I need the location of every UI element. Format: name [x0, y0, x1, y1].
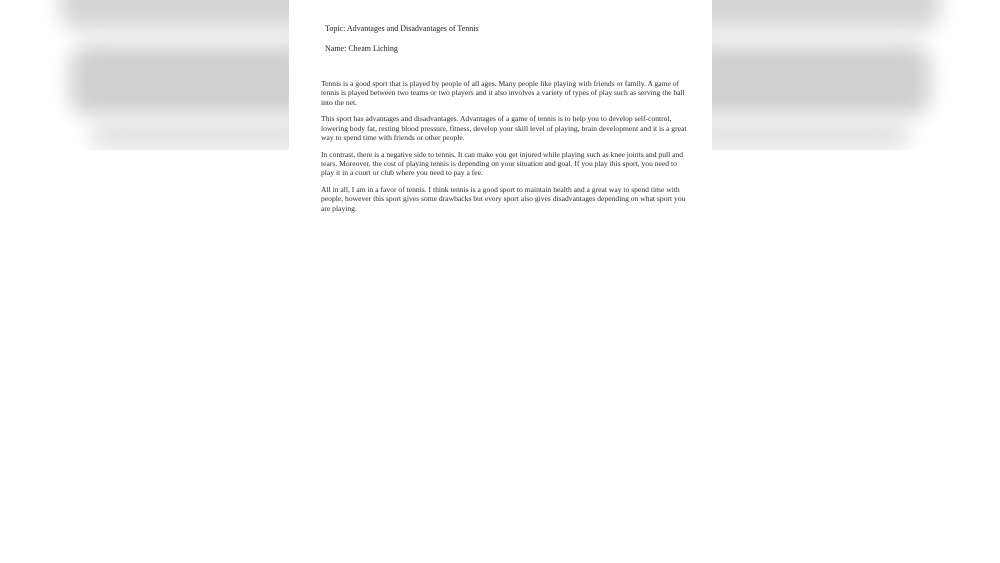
name-line: Name: Cheam Liching [325, 44, 398, 53]
paragraph-conclusion: All in all, I am in a favor of tennis. I think tennis is a good sport to maintain health and a great way to spend time with people, however this sport gives some drawbacks but every sport also gives disadvantages depending on what sport you are playing. [321, 185, 686, 213]
background-blur-band [60, 0, 320, 30]
essay-body [321, 79, 689, 221]
background-blur-band [90, 120, 320, 150]
background-blur-band [70, 45, 320, 115]
background-blur-band [680, 120, 910, 150]
document-page [289, 0, 712, 563]
background-blur-band [680, 45, 930, 115]
background-blur-band [680, 0, 940, 30]
topic-line: Topic: Advantages and Disadvantages of Tennis [325, 24, 479, 33]
paragraph-advantages: This sport has advantages and disadvantages. Advantages of a game of tennis is to help you to develop self-control, lowering body fat, resting blood pressure, fitness, develop your skill level of playing, brain development and it is a great way to spend time with friends or other people. [321, 114, 687, 142]
paragraph-disadvantages: In contrast, there is a negative side to tennis. It can make you get injured while playing such as knee joints and pull and tears. Moreover, the cost of playing tennis is depending on your situation and goal. If you play this sport, you need to play it in a court or club where you need to pay a fee. [321, 149, 684, 178]
paragraph-introduction: Tennis is a good sport that is played by people of all ages. Many people like playing with friends or family. A game of tennis is played between two teams or two players and it also involves a variety of types of play such as serving the ball into the net. [321, 79, 685, 107]
